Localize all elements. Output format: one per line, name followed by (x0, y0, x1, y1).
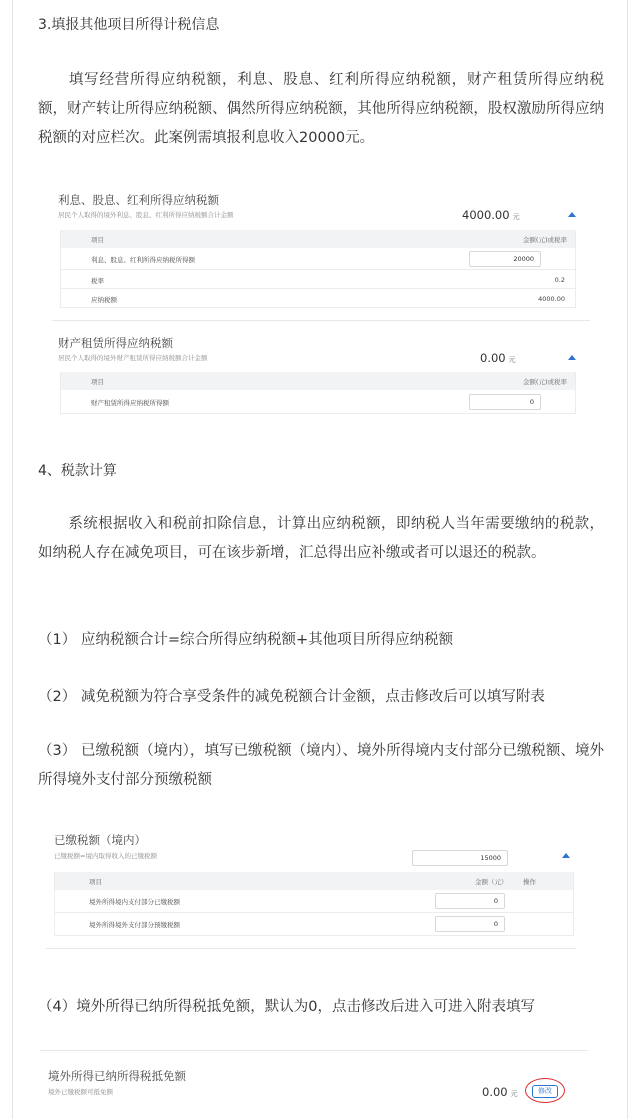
interest-taxable-income-input[interactable]: 20000 (469, 251, 541, 267)
table-row (61, 390, 575, 414)
chevron-up-icon[interactable] (568, 212, 576, 217)
interest-col-item: 项目 (91, 236, 104, 244)
interest-tax-panel (52, 186, 590, 418)
interest-card-amount (462, 208, 520, 222)
card-divider (52, 320, 590, 321)
paid-tax-title: 已缴税额（境内） (54, 833, 146, 847)
table-row (55, 890, 573, 913)
content-frame-left (12, 0, 13, 1119)
rent-row-label: 财产租赁所得应纳税所得额 (91, 399, 169, 407)
section3-paragraph (38, 66, 604, 153)
section4-heading: 4、税款计算 (38, 463, 117, 479)
card-divider (46, 948, 576, 949)
chevron-up-icon[interactable] (568, 355, 576, 360)
content-frame-right (627, 0, 628, 1119)
table-row (61, 289, 575, 308)
foreign-credit-panel (40, 1050, 588, 1119)
foreign-prepaid-tax-input[interactable]: 0 (435, 916, 505, 932)
tax-payable-value: 4000.00 (538, 295, 565, 303)
modify-button[interactable]: 修改 (532, 1085, 558, 1098)
section4-paragraph-text: 系统根据收入和税前扣除信息，计算出应纳税额，即纳税人当年需要缴纳的税款，如纳税人存在减免项目，可在该步新增，汇总得出应补缴或者可以退还的税款。 (38, 516, 604, 561)
calc-item-3: （3） 已缴税额（境内），填写已缴税额（境内）、境外所得境内支付部分已缴税额、境外所得境外支付部分预缴税额 (38, 743, 604, 788)
tax-rate-value: 0.2 (554, 276, 565, 284)
paid-row-label: 境外所得境内支付部分已缴税额 (89, 898, 180, 906)
section4-paragraph (38, 510, 604, 568)
calc-item-4: （4）境外所得已纳所得税抵免额，默认为0，点击修改后进入可进入附表填写 (38, 999, 535, 1015)
rent-table (60, 372, 576, 414)
paid-tax-panel (46, 822, 598, 956)
table-row (61, 270, 575, 289)
paid-tax-table-header (55, 872, 573, 890)
paid-tax-input[interactable]: 15000 (412, 850, 508, 866)
foreign-credit-subtitle: 境外已缴税额可抵免额 (48, 1088, 113, 1096)
rent-card-subtitle: 居民个人取得的境外财产租赁所得应纳税额合计金额 (58, 354, 208, 362)
chevron-up-icon[interactable] (562, 853, 570, 858)
paid-tax-table (54, 872, 574, 936)
rent-taxable-income-input[interactable]: 0 (469, 394, 541, 410)
interest-table-header (61, 230, 575, 248)
paid-row-label: 境外所得境外支付部分预缴税额 (89, 921, 180, 929)
rent-amount-value: 0.00 (480, 351, 506, 365)
paid-col-action: 操作 (523, 878, 536, 886)
rent-table-header (61, 372, 575, 390)
rent-col-item: 项目 (91, 378, 104, 386)
rent-card-amount (480, 351, 516, 365)
calc-item-2: （2） 减免税额为符合享受条件的减免税额合计金额，点击修改后可以填写附表 (38, 689, 545, 705)
foreign-credit-unit: 元 (510, 1090, 518, 1098)
section3-heading: 3.填报其他项目所得计税信息 (38, 17, 220, 33)
interest-table (60, 230, 576, 308)
paid-col-amount: 金额（元） (475, 878, 508, 886)
foreign-credit-amount (482, 1085, 518, 1099)
card-divider (40, 1050, 588, 1051)
interest-amount-value: 4000.00 (462, 208, 510, 222)
interest-col-amount: 金额(元)或税率 (522, 236, 567, 244)
foreign-credit-title: 境外所得已纳所得税抵免额 (48, 1069, 186, 1083)
paid-col-item: 项目 (89, 878, 102, 886)
table-row (55, 913, 573, 936)
rent-card-title: 财产租赁所得应纳税额 (58, 336, 173, 350)
interest-card-subtitle: 居民个人取得的境外利息、股息、红利所得应纳税额合计金额 (58, 211, 234, 219)
rent-col-amount: 金额(元)或税率 (522, 378, 567, 386)
interest-amount-unit: 元 (512, 213, 520, 221)
interest-card-title: 利息、股息、红利所得应纳税额 (58, 193, 219, 207)
rent-amount-unit: 元 (508, 356, 516, 364)
highlight-circle (525, 1078, 565, 1103)
domestic-paid-tax-input[interactable]: 0 (435, 893, 505, 909)
paid-tax-subtitle: 已缴税额=境内取得收入的已缴税额 (54, 852, 157, 860)
tax-rate-label: 税率 (91, 277, 104, 285)
tax-payable-label: 应纳税额 (91, 296, 117, 304)
foreign-credit-value: 0.00 (482, 1085, 508, 1099)
table-row (61, 248, 575, 270)
interest-row-label: 利息、股息、红利所得应纳税所得额 (91, 256, 195, 264)
section3-paragraph-text: 填写经营所得应纳税额，利息、股息、红利所得应纳税额，财产租赁所得应纳税额，财产转让所得应纳税额、偶然所得应纳税额，其他所得应纳税额，股权激励所得应纳税额的对应栏次。此案例需填报利息收入20000元。 (38, 72, 604, 146)
calc-item-1: （1） 应纳税额合计=综合所得应纳税额+其他项目所得应纳税额 (38, 632, 454, 648)
